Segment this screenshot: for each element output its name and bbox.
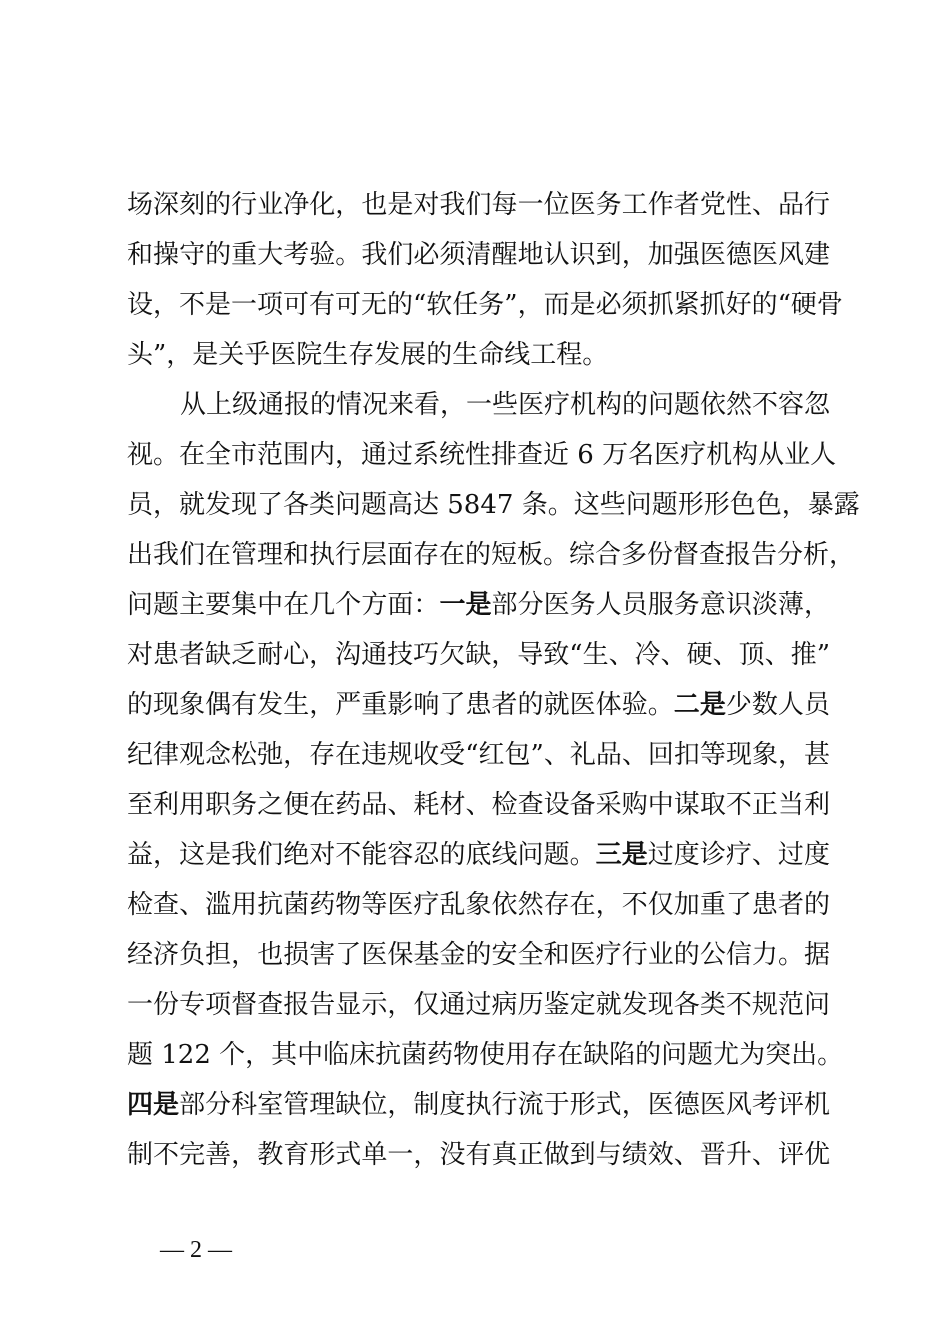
text-segment: 制不完善，教育形式单一，没有真正做到与绩效、晋升、评优 bbox=[127, 1140, 830, 1170]
bold-enumerator: 四是 bbox=[127, 1090, 180, 1120]
text-line bbox=[127, 780, 830, 830]
text-segment: 问题主要集中在几个方面： bbox=[127, 590, 440, 620]
text-segment: 检查、滥用抗菌药物等医疗乱象依然存在，不仅加重了患者的 bbox=[127, 890, 830, 920]
text-line bbox=[127, 1130, 830, 1180]
text-segment: 题 122 个，其中临床抗菌药物使用存在缺陷的问题尤为突出。 bbox=[127, 1040, 844, 1070]
text-line bbox=[127, 180, 830, 230]
text-segment: 过度诊疗、过度 bbox=[647, 840, 830, 870]
text-line bbox=[127, 830, 830, 880]
text-line bbox=[127, 680, 830, 730]
text-line bbox=[127, 630, 830, 680]
text-segment: 场深刻的行业净化，也是对我们每一位医务工作者党性、品行 bbox=[127, 190, 830, 220]
text-line bbox=[127, 280, 843, 330]
text-line bbox=[127, 430, 837, 480]
text-line bbox=[127, 530, 856, 580]
text-segment: 设，不是一项可有可无的“软任务”，而是必须抓紧抓好的“硬骨 bbox=[127, 290, 843, 320]
text-line bbox=[127, 580, 830, 630]
text-segment: 部分科室管理缺位，制度执行流于形式，医德医风考评机 bbox=[179, 1090, 830, 1120]
text-line bbox=[127, 1030, 844, 1080]
text-line bbox=[127, 980, 830, 1030]
bold-enumerator: 二是 bbox=[673, 690, 726, 720]
text-line bbox=[127, 730, 830, 780]
text-line bbox=[127, 930, 830, 980]
text-line bbox=[127, 880, 830, 930]
text-segment: 部分医务人员服务意识淡薄， bbox=[491, 590, 830, 620]
text-segment: 从上级通报的情况来看，一些医疗机构的问题依然不容忽 bbox=[180, 390, 831, 420]
text-segment: 视。在全市范围内，通过系统性排查近 6 万名医疗机构从业人 bbox=[127, 440, 837, 470]
text-segment: 出我们在管理和执行层面存在的短板。综合多份督查报告分析， bbox=[127, 540, 856, 570]
text-segment: 经济负担，也损害了医保基金的安全和医疗行业的公信力。据 bbox=[127, 940, 830, 970]
text-line bbox=[127, 330, 830, 380]
text-line bbox=[127, 480, 860, 530]
text-line bbox=[180, 380, 830, 430]
text-segment: 纪律观念松弛，存在违规收受“红包”、礼品、回扣等现象，甚 bbox=[127, 740, 830, 770]
bold-enumerator: 三是 bbox=[595, 840, 648, 870]
text-line bbox=[127, 230, 830, 280]
text-line bbox=[127, 1080, 830, 1130]
text-segment: 至利用职务之便在药品、耗材、检查设备采购中谋取不正当利 bbox=[127, 790, 830, 820]
text-segment: 头”，是关乎医院生存发展的生命线工程。 bbox=[127, 340, 609, 370]
text-segment: 一份专项督查报告显示，仅通过病历鉴定就发现各类不规范问 bbox=[127, 990, 830, 1020]
text-segment: 的现象偶有发生，严重影响了患者的就医体验。 bbox=[127, 690, 674, 720]
text-segment: 对患者缺乏耐心，沟通技巧欠缺，导致“生、冷、硬、顶、推” bbox=[127, 640, 830, 670]
bold-enumerator: 一是 bbox=[439, 590, 492, 620]
text-segment: 益，这是我们绝对不能容忍的底线问题。 bbox=[127, 840, 596, 870]
text-segment: 少数人员 bbox=[725, 690, 830, 720]
text-segment: 员，就发现了各类问题高达 5847 条。这些问题形形色色，暴露 bbox=[127, 490, 860, 520]
page-number: — 2 — bbox=[160, 1237, 232, 1263]
text-segment: 和操守的重大考验。我们必须清醒地认识到，加强医德医风建 bbox=[127, 240, 830, 270]
